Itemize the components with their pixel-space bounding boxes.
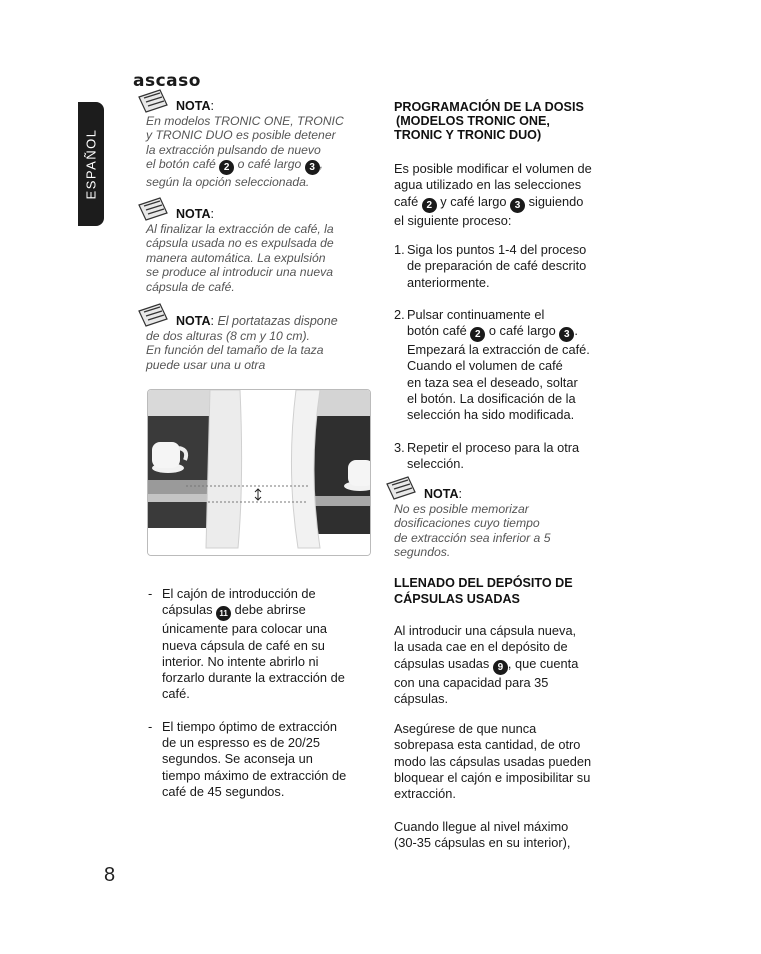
text-segment: Asegúrese de que nunca [394,721,537,736]
text-line [394,786,634,802]
text-segment: extracción. [394,786,456,802]
text-segment: debe abrirse [231,602,306,618]
note-body [146,329,376,373]
text-line [162,670,345,686]
numbered-marker-icon: 2 [422,198,437,213]
text-segment: puede usar una u otra [146,357,266,372]
text-line [146,128,376,143]
text-segment: agua utilizado en las selecciones [394,177,582,193]
text-segment: de dos alturas (8 cm y 10 cm). [146,328,310,343]
bullet-list [148,586,373,800]
intro-paragraph [394,161,634,229]
text-line [146,251,376,266]
heading-line: TRONIC Y TRONIC DUO) [394,128,542,142]
text-segment: la usada cae en el depósito de [394,639,568,655]
text-line [407,456,579,472]
text-line [162,768,346,784]
note-3: NOTA: El portatazas dispone de dos alturas (8 cm y 10 cm). En función del tamaño de la taza puede usar una u otra [146,314,376,372]
text-line [407,342,590,358]
heading-dose-programming [394,100,634,142]
text-line [394,177,634,193]
note-1: NOTA: En modelos TRONIC ONE, TRONIC y TRONIC DUO es posible detener la extracción pulsando de nuevo el botón café 2 o café largo 3 , según la opción seleccionada. [146,99,376,190]
text-segment: cápsula de café. [146,279,235,294]
text-segment: siguiendo [525,193,584,209]
text-segment: cápsulas. [394,690,449,706]
text-line [146,236,376,251]
text-line [162,784,346,800]
text-segment: o café largo [485,323,560,339]
text-segment: la extracción pulsando de nuevo [146,142,321,157]
text-segment: se produce al introducir una nueva [146,265,333,280]
text-segment: Siga los puntos 1-4 del proceso [407,242,587,257]
text-segment: Es posible modificar el volumen de [394,161,592,176]
text-segment: Al introducir una cápsula nueva, [394,623,577,638]
text-segment: con una capacidad para 35 [394,674,549,690]
text-line [394,545,629,560]
text-line [162,602,345,621]
text-line [146,114,376,129]
text-segment: . [574,323,578,339]
text-segment: Cuando llegue al nivel máximo [394,819,569,834]
heading-line: LLENADO DEL DEPÓSITO DE [394,576,573,590]
numbered-marker-icon: 9 [493,660,508,675]
text-segment: segundos. Se aconseja un [162,751,313,767]
text-segment: selección ha sido modificada. [407,407,575,423]
text-line [394,194,634,213]
text-segment: cápsulas [162,602,217,618]
text-line [146,143,376,158]
text-segment: Pulsar continuamente el [407,306,545,322]
numbered-marker-icon: 11 [216,606,231,621]
text-segment: nueva cápsula de café en su [162,637,325,653]
note-first-line: El portatazas dispone [217,314,338,328]
text-segment: En función del tamaño de la taza [146,343,324,358]
text-segment: el siguiente proceso: [394,212,512,228]
numbered-marker-icon: 2 [219,160,234,175]
text-line [162,686,345,702]
text-segment: , [319,157,324,172]
text-segment: el botón café [146,157,220,172]
text-line [394,770,634,786]
text-line [407,375,590,391]
text-segment: anteriormente. [407,274,490,290]
note-label: NOTA [424,487,459,501]
text-line [407,323,590,342]
text-line [394,502,629,517]
bullet-text [162,586,345,703]
text-line [394,691,634,707]
text-line [162,654,345,670]
text-segment: o café largo [234,157,305,172]
text-line [146,280,376,295]
text-line [407,307,590,323]
text-segment: cápsulas usadas [394,655,493,671]
text-line [146,329,376,344]
text-line [146,358,376,373]
text-segment: el botón. La dosificación de la [407,391,576,407]
text-segment: tiempo máximo de extracción de [162,767,347,783]
text-segment: café de 45 segundos. [162,783,285,799]
text-segment: de preparación de café descrito [407,258,587,274]
capsule-paragraph-2 [394,721,634,802]
note-body [394,502,629,560]
text-segment: modo las cápsulas usadas pueden [394,753,592,769]
step-number: 3. [394,439,405,455]
numbered-marker-icon: 3 [305,160,320,175]
text-line [407,440,579,456]
text-line [394,639,634,655]
text-line [146,222,376,237]
text-line [394,516,629,531]
text-line [146,157,376,175]
text-line [407,242,586,258]
text-line [162,621,345,637]
heading-line: PROGRAMACIÓN DE LA DOSIS [394,100,584,114]
text-line [394,819,634,835]
text-line [407,258,586,274]
step-text [407,307,590,424]
note-label: NOTA [176,207,211,221]
text-segment: dosificaciones cuyo tiempo [394,516,540,531]
text-line [407,407,590,423]
text-segment: selección. [407,455,464,471]
text-segment: segundos. [394,545,451,560]
bullet-mark: - [148,718,153,734]
text-line [394,531,629,546]
text-segment: En modelos TRONIC ONE, TRONIC [146,113,344,128]
text-segment: y café largo [436,193,511,209]
text-segment: manera automática. La expulsión [146,250,326,265]
text-segment: y TRONIC DUO es posible detener [146,128,336,143]
text-segment: (30-35 cápsulas en su interior), [394,835,571,851]
text-segment: No es posible memorizar [394,501,529,516]
brand-logo: ascaso [133,71,201,91]
step-number: 2. [394,306,405,322]
note-body [146,222,376,295]
text-line [394,161,634,177]
text-segment: interior. No intente abrirlo ni [162,653,319,669]
bullet-item [148,719,373,800]
text-line [394,754,634,770]
text-segment: Empezará la extracción de café. [407,342,590,358]
text-line [162,638,345,654]
text-segment: Repetir el proceso para la otra [407,439,580,455]
text-segment: sobrepasa esta cantidad, de otro [394,737,581,753]
step-item [394,242,634,291]
bullet-mark: - [148,586,153,601]
heading-line: (MODELOS TRONIC ONE, [396,114,550,128]
text-line [407,275,586,291]
text-segment: El tiempo óptimo de extracción [162,718,337,734]
text-line [394,737,634,753]
capsule-paragraph-3 [394,819,634,852]
text-line [394,623,634,639]
text-segment: El cajón de introducción de [162,586,316,601]
text-line [162,586,345,602]
text-segment: , que cuenta [507,655,579,671]
text-line [394,835,634,851]
note-label: NOTA [176,99,211,113]
numbered-marker-icon: 2 [470,327,485,342]
text-segment: en taza sea el deseado, soltar [407,374,578,390]
cup-tray-photo [147,389,371,556]
note-2: NOTA: Al finalizar la extracción de café, la cápsula usada no es expulsada de manera automática. La expulsión se produce al introducir una nueva cápsula de café. [146,207,376,295]
text-line [394,213,634,229]
text-line [407,358,590,374]
numbered-marker-icon: 3 [559,327,574,342]
language-tab-label: ESPAÑOL [83,128,99,200]
note-body [146,114,376,190]
numbered-marker-icon: 3 [510,198,525,213]
text-line [162,751,346,767]
step-item [394,440,634,473]
capsule-paragraph-1 [394,623,634,707]
step-item [394,307,634,424]
text-line [394,675,634,691]
note-label: NOTA [176,314,211,328]
text-segment: café. [162,686,190,702]
bullet-text [162,719,346,800]
step-text [407,242,586,291]
text-line [407,391,590,407]
text-line [394,721,634,737]
text-segment: según la opción seleccionada. [146,175,310,190]
text-segment: café [394,193,422,209]
steps-list [394,242,634,472]
text-line [162,735,346,751]
text-line [146,265,376,280]
text-segment: botón café [407,323,471,339]
text-line [146,343,376,358]
language-tab [78,102,104,226]
text-segment: cápsula usada no es expulsada de [146,236,334,251]
text-segment: bloquear el cajón e imposibilitar su [394,769,591,785]
step-number: 1. [394,242,405,257]
text-line [146,175,376,190]
heading-capsule-deposit [394,575,634,607]
text-segment: forzarlo durante la extracción de [162,670,345,686]
text-segment: únicamente para colocar una [162,621,328,637]
page-number: 8 [104,864,116,886]
bullet-item [148,586,373,703]
text-segment: Cuando el volumen de café [407,358,563,374]
cup-tray-illustration [148,390,370,555]
text-segment: de extracción sea inferior a 5 [394,530,551,545]
text-line [394,656,634,675]
text-segment: de un espresso es de 20/25 [162,735,320,751]
heading-line: CÁPSULAS USADAS [394,592,520,606]
note-right: NOTA: No es posible memorizar dosificaciones cuyo tiempo de extracción sea inferior a 5 segundos. [394,487,629,560]
text-line [162,719,346,735]
step-text [407,440,579,473]
text-segment: Al finalizar la extracción de café, la [146,221,334,236]
